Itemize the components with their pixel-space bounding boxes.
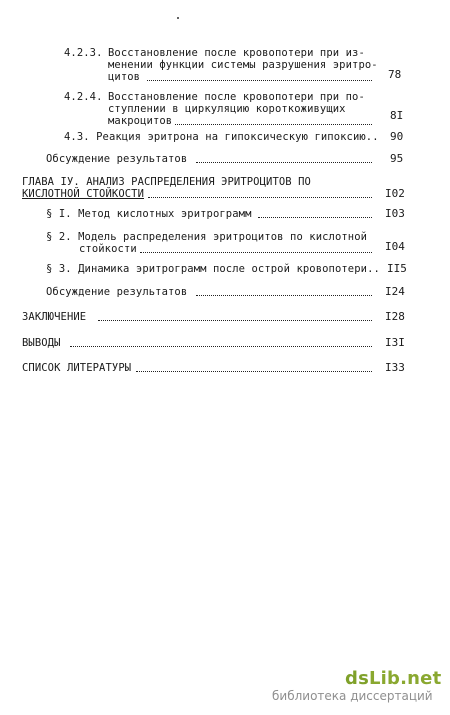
entry-title: 4.3. Реакция эритрона на гипоксическую гипоксию..	[64, 131, 379, 143]
entry-number: 4.2.3.	[64, 47, 103, 59]
page-number: 78	[388, 68, 402, 81]
page-number: I33	[385, 361, 405, 374]
page-number: 95	[390, 152, 404, 165]
page-number: I04	[385, 240, 405, 253]
chapter-title-line: КИСЛОТНОЙ СТОЙКОСТИ	[22, 188, 145, 200]
entry-title: Обсуждение результатов	[46, 153, 188, 165]
entry-title: ВЫВОДЫ	[22, 337, 61, 349]
entry-title-line: ступлении в циркуляцию короткоживущих	[108, 103, 346, 115]
dot-leader	[98, 320, 372, 321]
page-number: I02	[385, 187, 405, 200]
entry-title: § I. Метод кислотных эритрограмм	[46, 208, 252, 220]
watermark-subtitle: библиотека диссертаций	[272, 689, 433, 703]
dot-leader	[175, 124, 372, 125]
entry-title-line: Восстановление после кровопотери при по-	[108, 91, 365, 103]
dot-leader	[140, 252, 372, 253]
entry-title-line: макроцитов	[108, 115, 173, 127]
page-number: I28	[385, 310, 405, 323]
dot-leader	[196, 295, 372, 296]
entry-title: Обсуждение результатов	[46, 286, 188, 298]
page-number: 90	[390, 130, 404, 143]
page-number: I24	[385, 285, 405, 298]
dot-leader	[70, 346, 372, 347]
entry-title-line: Восстановление после кровопотери при из-	[108, 47, 365, 59]
page-mark	[177, 17, 179, 19]
dot-leader	[136, 371, 372, 372]
page-number: II5	[387, 262, 407, 275]
logo-lib: Lib.net	[369, 668, 442, 689]
page-number: I3I	[385, 336, 405, 349]
entry-title-line: цитов	[108, 71, 141, 83]
entry-title: § 3. Динамика эритрограмм после острой кровопотери..	[46, 263, 380, 275]
entry-title-line: стойкости	[79, 243, 137, 255]
chapter-title-line: ГЛАВА IУ. АНАЛИЗ РАСПРЕДЕЛЕНИЯ ЭРИТРОЦИТОВ ПО	[22, 176, 311, 188]
logo-ds: ds	[345, 668, 369, 689]
dot-leader	[148, 197, 372, 198]
dslib-logo	[345, 668, 441, 689]
dot-leader	[147, 80, 372, 81]
entry-title: ЗАКЛЮЧЕНИЕ	[22, 311, 87, 323]
entry-number: 4.2.4.	[64, 91, 103, 103]
page-number: 8I	[390, 109, 404, 122]
page-number: I03	[385, 207, 405, 220]
dot-leader	[196, 162, 372, 163]
entry-title: СПИСОК ЛИТЕРАТУРЫ	[22, 362, 132, 374]
entry-title-line: § 2. Модель распределения эритроцитов по кислотной	[46, 231, 368, 243]
entry-title-line: менении функции системы разрушения эритро-	[108, 59, 378, 71]
dot-leader	[258, 217, 372, 218]
